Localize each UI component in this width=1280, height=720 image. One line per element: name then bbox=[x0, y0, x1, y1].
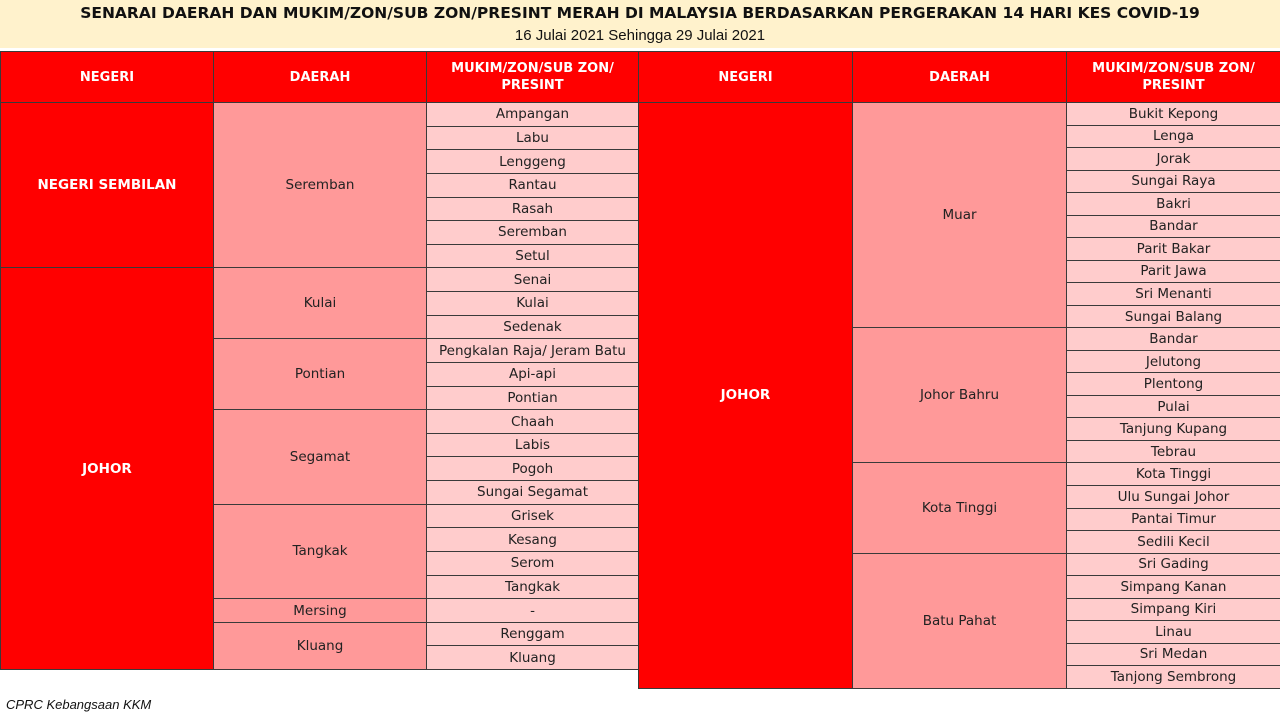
mukim-cell: Ulu Sungai Johor bbox=[1066, 485, 1280, 509]
mukim-cell: Sedili Kecil bbox=[1066, 530, 1280, 554]
mukim-cell: Tanjong Sembrong bbox=[1066, 665, 1280, 689]
mukim-cell: Lenggeng bbox=[426, 149, 639, 174]
mukim-cell: Lenga bbox=[1066, 125, 1280, 149]
mukim-cell: Setul bbox=[426, 244, 639, 269]
district-cell: Kluang bbox=[213, 622, 427, 670]
mukim-cell: Seremban bbox=[426, 220, 639, 245]
mukim-cell: Pantai Timur bbox=[1066, 508, 1280, 532]
mukim-cell: Pengkalan Raja/ Jeram Batu bbox=[426, 338, 639, 363]
mukim-cell: Senai bbox=[426, 267, 639, 292]
header-daerah: DAERAH bbox=[852, 51, 1067, 103]
header-daerah: DAERAH bbox=[213, 51, 427, 103]
mukim-cell: Linau bbox=[1066, 620, 1280, 644]
district-cell: Mersing bbox=[213, 598, 427, 623]
header-mukim: MUKIM/ZON/SUB ZON/ PRESINT bbox=[426, 51, 639, 103]
mukim-cell: Jelutong bbox=[1066, 350, 1280, 374]
mukim-cell: Bandar bbox=[1066, 215, 1280, 239]
mukim-cell: Parit Bakar bbox=[1066, 237, 1280, 261]
mukim-cell: Pulai bbox=[1066, 395, 1280, 419]
title-banner bbox=[0, 0, 1280, 48]
mukim-cell: Sungai Segamat bbox=[426, 480, 639, 505]
header-negeri: NEGERI bbox=[0, 51, 214, 103]
mukim-cell: Chaah bbox=[426, 409, 639, 434]
mukim-cell: Sri Medan bbox=[1066, 643, 1280, 667]
header-negeri: NEGERI bbox=[638, 51, 853, 103]
mukim-cell: Api-api bbox=[426, 362, 639, 387]
mukim-cell: Rasah bbox=[426, 197, 639, 222]
district-cell: Pontian bbox=[213, 338, 427, 410]
mukim-cell: Bandar bbox=[1066, 327, 1280, 351]
district-cell: Kota Tinggi bbox=[852, 462, 1067, 553]
mukim-cell: Tangkak bbox=[426, 575, 639, 600]
mukim-cell: Sri Menanti bbox=[1066, 282, 1280, 306]
date-range: 16 Julai 2021 Sehingga 29 Julai 2021 bbox=[514, 27, 766, 44]
district-cell: Johor Bahru bbox=[852, 327, 1067, 463]
state-cell: NEGERI SEMBILAN bbox=[0, 102, 214, 268]
state-cell: JOHOR bbox=[0, 267, 214, 670]
mukim-cell: Kota Tinggi bbox=[1066, 462, 1280, 486]
district-cell: Seremban bbox=[213, 102, 427, 268]
mukim-cell: Pontian bbox=[426, 386, 639, 411]
header-mukim: MUKIM/ZON/SUB ZON/ PRESINT bbox=[1066, 51, 1280, 103]
district-cell: Batu Pahat bbox=[852, 553, 1067, 689]
mukim-cell: Jorak bbox=[1066, 147, 1280, 171]
mukim-cell: Kulai bbox=[426, 291, 639, 316]
state-cell: JOHOR bbox=[638, 102, 853, 689]
mukim-cell: Kluang bbox=[426, 645, 639, 670]
mukim-cell: Simpang Kanan bbox=[1066, 575, 1280, 599]
mukim-cell: Rantau bbox=[426, 173, 639, 198]
mukim-cell: Parit Jawa bbox=[1066, 260, 1280, 284]
source-note: CPRC Kebangsaan KKM bbox=[6, 697, 152, 712]
mukim-cell: Serom bbox=[426, 551, 639, 576]
mukim-cell: Sungai Balang bbox=[1066, 305, 1280, 329]
mukim-cell: Grisek bbox=[426, 504, 639, 529]
page-title: SENARAI DAERAH DAN MUKIM/ZON/SUB ZON/PRESINT MERAH DI MALAYSIA BERDASARKAN PERGERAKAN 14 HARI KES COVID-19 bbox=[80, 4, 1200, 22]
mukim-cell: Kesang bbox=[426, 527, 639, 552]
mukim-cell: Labis bbox=[426, 433, 639, 458]
mukim-cell: Bakri bbox=[1066, 192, 1280, 216]
mukim-cell: Pogoh bbox=[426, 456, 639, 481]
mukim-cell: - bbox=[426, 598, 639, 623]
mukim-cell: Plentong bbox=[1066, 372, 1280, 396]
mukim-cell: Tebrau bbox=[1066, 440, 1280, 464]
district-cell: Segamat bbox=[213, 409, 427, 505]
district-cell: Tangkak bbox=[213, 504, 427, 600]
district-cell: Kulai bbox=[213, 267, 427, 339]
mukim-cell: Bukit Kepong bbox=[1066, 102, 1280, 126]
mukim-cell: Sri Gading bbox=[1066, 553, 1280, 577]
mukim-cell: Ampangan bbox=[426, 102, 639, 127]
district-cell: Muar bbox=[852, 102, 1067, 328]
mukim-cell: Sungai Raya bbox=[1066, 170, 1280, 194]
mukim-cell: Sedenak bbox=[426, 315, 639, 340]
mukim-cell: Simpang Kiri bbox=[1066, 598, 1280, 622]
mukim-cell: Labu bbox=[426, 126, 639, 151]
mukim-cell: Tanjung Kupang bbox=[1066, 417, 1280, 441]
mukim-cell: Renggam bbox=[426, 622, 639, 647]
